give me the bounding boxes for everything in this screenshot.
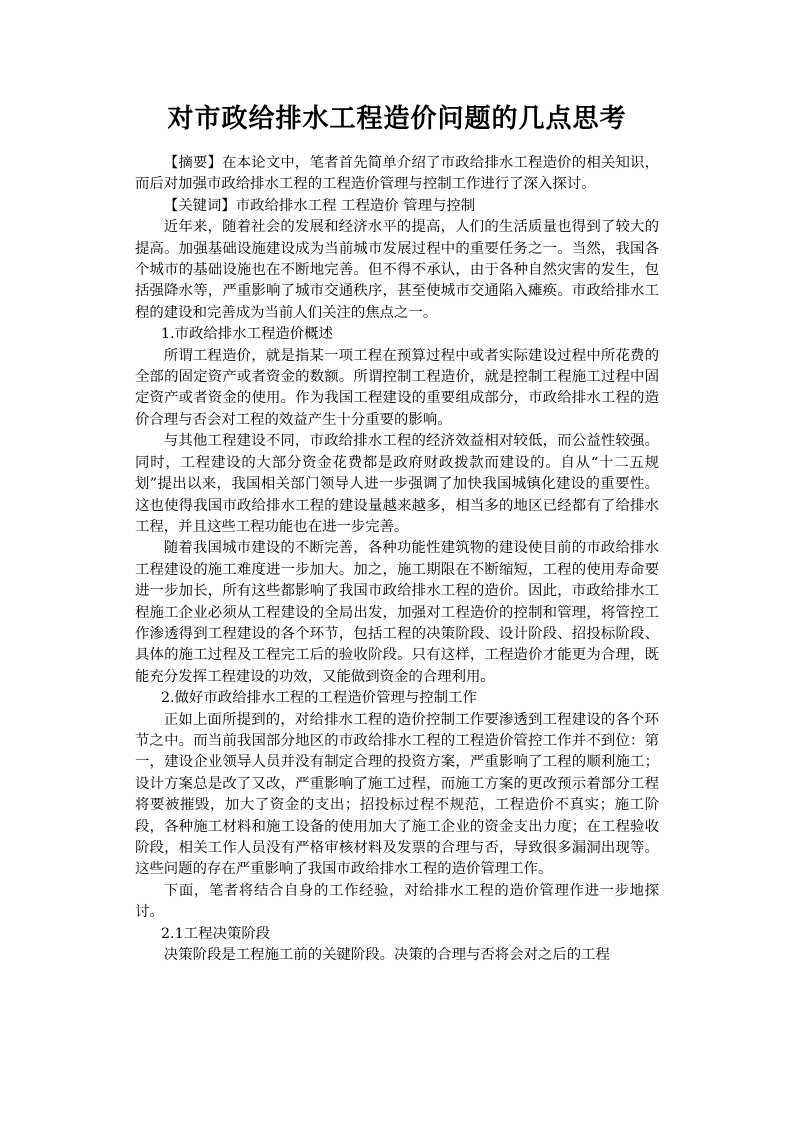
body-paragraph: 近年来，随着社会的发展和经济水平的提高，人们的生活质量也得到了较大的提高。加强基础设施建设成为当前城市发展过程中的重要任务之一。当然，我国各个城市的基础设施也在不断地完善。但不得不承认，由于各种自然灾害的发生，包括强降水等，严重影响了城市交通秩序，甚至使城市交通陷入瘫痪。市政给排水工程的建设和完善成为当前人们关注的焦点之一。 bbox=[135, 219, 659, 321]
body-paragraph: 下面，笔者将结合自身的工作经验，对给排水工程的造价管理作进一步地探讨。 bbox=[135, 882, 659, 921]
body-paragraph: 随着我国城市建设的不断完善，各种功能性建筑物的建设使目前的市政给排水工程建设的施工难度进一步加大。加之，施工期限在不断缩短，工程的使用寿命要进一步加长，所有这些都影响了我国市政给排水工程的造价。因此，市政给排水工程施工企业必须从工程建设的全局出发，加强对工程造价的控制和管理，将管控工作渗透得到工程建设的各个环节，包括工程的决策阶段、设计阶段、招投标阶段、具体的施工过程及工程完工后的验收阶段。只有这样，工程造价才能更为合理，既能充分发挥工程建设的功效，又能做到资金的合理利用。 bbox=[135, 540, 659, 685]
body-paragraph: 所谓工程造价，就是指某一项工程在预算过程中或者实际建设过程中所花费的全部的固定资产或者资金的数额。所谓控制工程造价，就是控制工程施工过程中固定资产或者资金的使用。作为我国工程建设的重要组成部分，市政给排水工程的造价合理与否会对工程的效益产生十分重要的影响。 bbox=[135, 347, 659, 428]
body-paragraph: 与其他工程建设不同，市政给排水工程的经济效益相对较低，而公益性较强。同时，工程建设的大部分资金花费都是政府财政拨款而建设的。自从“十二五规划”提出以来，我国相关部门领导人进一步强调了加快我国城镇化建设的重要性。这也使得我国市政给排水工程的建设量越来越多，相当多的地区已经都有了给排水工程，并且这些工程功能也在进一步完善。 bbox=[135, 433, 659, 535]
document-title: 对市政给排水工程造价问题的几点思考 bbox=[167, 104, 627, 134]
body-paragraph: 正如上面所提到的，对给排水工程的造价控制工作要渗透到工程建设的各个环节之中。而当前我国部分地区的市政给排水工程的工程造价管控工作并不到位：第一，建设企业领导人员并没有制定合理的投资方案，严重影响了工程的顺利施工；设计方案总是改了又改，严重影响了施工过程，而施工方案的更改预示着部分工程将要被摧毁，加大了资金的支出；招投标过程不规范，工程造价不真实；施工阶段，各种施工材料和施工设备的使用加大了施工企业的资金支出力度；在工程验收阶段，相关工作人员没有严格审核材料及发票的合理与否，导致很多漏洞出现等。这些问题的存在严重影响了我国市政给排水工程的造价管理工作。 bbox=[135, 711, 659, 878]
body-paragraph: 决策阶段是工程施工前的关键阶段。决策的合理与否将会对之后的工程 bbox=[163, 947, 610, 964]
abstract-paragraph: 【摘要】在本论文中，笔者首先简单介绍了市政给排水工程造价的相关知识，而后对加强市政给排水工程的工程造价管理与控制工作进行了深入探讨。 bbox=[135, 155, 659, 193]
section-heading: 1.市政给排水工程造价概述 bbox=[160, 326, 333, 343]
document-body bbox=[135, 153, 659, 966]
section-heading: 2.做好市政给排水工程的工程造价管理与控制工作 bbox=[160, 690, 477, 707]
subsection-heading: 2.1工程决策阶段 bbox=[160, 925, 271, 942]
keywords-paragraph: 【关键词】市政给排水工程 工程造价 管理与控制 bbox=[163, 197, 476, 214]
